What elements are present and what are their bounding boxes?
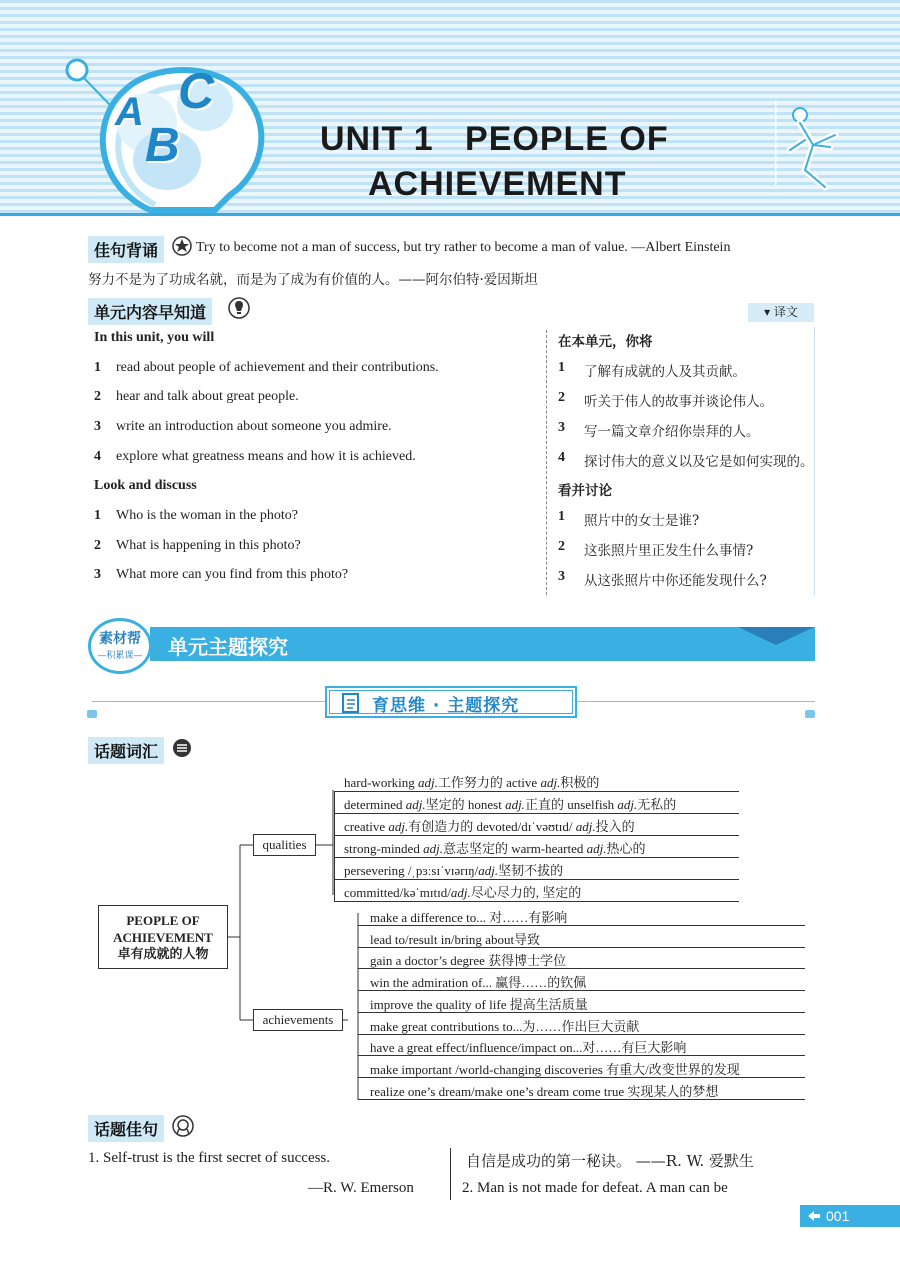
en-num: 3 [94, 419, 101, 434]
root-en-line2: ACHIEVEMENT [113, 930, 213, 945]
cn-num: 3 [558, 420, 565, 435]
cn-item: 照片中的女士是谁? [584, 513, 700, 529]
cn-item: 听关于伟人的故事并谈论伟人。 [584, 394, 773, 410]
cn-num: 3 [558, 569, 565, 584]
en-item: explore what greatness means and how it is achieved. [116, 449, 416, 464]
quality-item: creative adj.有创造力的 devoted/dɪˈvəʊtɪd/ adj.投入的 [344, 819, 635, 834]
achievement-item: improve the quality of life 提高生活质量 [370, 997, 588, 1012]
topic-sentences-label: 话题佳句 [88, 1115, 164, 1142]
cn-item: 了解有成就的人及其贡献。 [584, 364, 746, 380]
quote-chinese: 努力不是为了功成名就，而是为了成为有价值的人。——阿尔伯特·爱因斯坦 [88, 272, 538, 288]
quality-item: strong-minded adj.意志坚定的 warm-hearted adj.热心的 [344, 841, 646, 856]
achievement-item: make important /world-changing discoveries 有重大/改变世界的发现 [370, 1062, 740, 1077]
sentence-1-en: 1. Self-trust is the first secret of success. [88, 1150, 331, 1166]
achievement-item: have a great effect/influence/impact on...对……有巨大影响 [370, 1040, 687, 1055]
quality-item: determined adj.坚定的 honest adj.正直的 unselfish adj.无私的 [344, 797, 677, 812]
quality-item: persevering /ˌpɜːsɪˈvɪərɪŋ/adj.坚韧不拔的 [344, 863, 564, 878]
cn-num: 2 [558, 539, 565, 554]
root-cn: 卓有成就的人物 [117, 947, 209, 962]
translation-toggle-button[interactable]: ▾ 译文 [748, 303, 814, 322]
letter-b: B [145, 119, 180, 172]
cn-heading-discuss: 看并讨论 [558, 483, 612, 499]
quote-english: Try to become not a man of success, but try rather to become a man of value. —Albert Einstein [196, 240, 731, 255]
en-num: 1 [94, 508, 101, 523]
achievement-item: lead to/result in/bring about导致 [370, 932, 541, 947]
achievement-item: win the admiration of... 赢得……的钦佩 [370, 975, 587, 990]
banner-title: 单元主题探究 [168, 635, 288, 659]
star-icon [172, 236, 192, 256]
achievement-item: realize one’s dream/make one’s dream come true 实现某人的梦想 [370, 1084, 719, 1099]
quality-item: hard-working adj.工作努力的 active adj.积极的 [344, 775, 600, 790]
cn-num: 1 [558, 360, 565, 375]
letter-a: A [115, 90, 144, 134]
achievement-item: make great contributions to...为……作出巨大贡献 [370, 1019, 640, 1034]
letter-c: C [178, 63, 215, 119]
quote-label: 佳句背诵 [88, 236, 164, 263]
en-item: hear and talk about great people. [116, 389, 299, 404]
page-arrow-icon [806, 1210, 822, 1222]
unit-title-line1: UNIT 1 PEOPLE OF [320, 120, 669, 158]
think-title: 育思维 · 主题探究 [372, 696, 520, 716]
achievement-item: gain a doctor’s degree 获得博士学位 [370, 953, 567, 968]
award-icon [172, 1115, 194, 1137]
sentence-divider [450, 1148, 451, 1200]
cn-item: 写一篇文章介绍你崇拜的人。 [584, 424, 760, 440]
root-en-line1: PEOPLE OF [126, 913, 200, 928]
sentence-1-cn: 自信是成功的第一秘诀。 ——R. W. 爱默生 [466, 1152, 754, 1170]
plug-icon-left [84, 708, 100, 720]
column-divider [546, 330, 547, 595]
en-heading-unit: In this unit, you will [94, 330, 215, 345]
translation-label: 译文 [773, 305, 798, 319]
page-number: 001 [800, 1205, 900, 1227]
unit-preview-label: 单元内容早知道 [88, 298, 212, 325]
en-num: 2 [94, 389, 101, 404]
en-item: What is happening in this photo? [116, 538, 301, 553]
quality-item: committed/kəˈmɪtɪd/adj.尽心尽力的, 坚定的 [344, 885, 582, 900]
branch-achievements: achievements [253, 1009, 343, 1031]
running-man-icon [775, 95, 860, 195]
achievement-item: make a difference to... 对……有影响 [370, 910, 568, 925]
en-item: What more can you find from this photo? [116, 567, 349, 582]
cn-num: 4 [558, 450, 565, 465]
en-item: write an introduction about someone you admire. [116, 419, 392, 434]
sentence-2-en: 2. Man is not made for defeat. A man can be [462, 1180, 728, 1196]
notebook-icon [341, 692, 361, 714]
lightbulb-icon [228, 297, 250, 319]
badge-sub-text: —积累课— [97, 651, 143, 661]
unit-title-line2: ACHIEVEMENT [368, 165, 627, 203]
mindmap-root [98, 905, 228, 969]
en-heading-discuss: Look and discuss [94, 478, 197, 493]
cn-item: 这张照片里正发生什么事情? [584, 543, 754, 559]
en-num: 2 [94, 538, 101, 553]
cn-num: 2 [558, 390, 565, 405]
en-num: 4 [94, 449, 101, 464]
badge-main-text: 素材帮 [99, 631, 141, 647]
plug-icon-right [802, 708, 818, 720]
cn-item: 从这张照片中你还能发现什么? [584, 573, 767, 589]
en-num: 1 [94, 360, 101, 375]
cn-heading-unit: 在本单元，你将 [558, 334, 653, 350]
list-icon [172, 738, 192, 758]
en-num: 3 [94, 567, 101, 582]
en-item: Who is the woman in the photo? [116, 508, 298, 523]
en-item: read about people of achievement and their contributions. [116, 360, 439, 375]
topic-vocab-label: 话题词汇 [88, 737, 164, 764]
banner-notch [738, 627, 814, 645]
branch-qualities: qualities [253, 834, 316, 856]
cn-item: 探讨伟大的意义以及它是如何实现的。 [584, 454, 814, 470]
sentence-1-author: —R. W. Emerson [308, 1180, 414, 1196]
cn-num: 1 [558, 509, 565, 524]
